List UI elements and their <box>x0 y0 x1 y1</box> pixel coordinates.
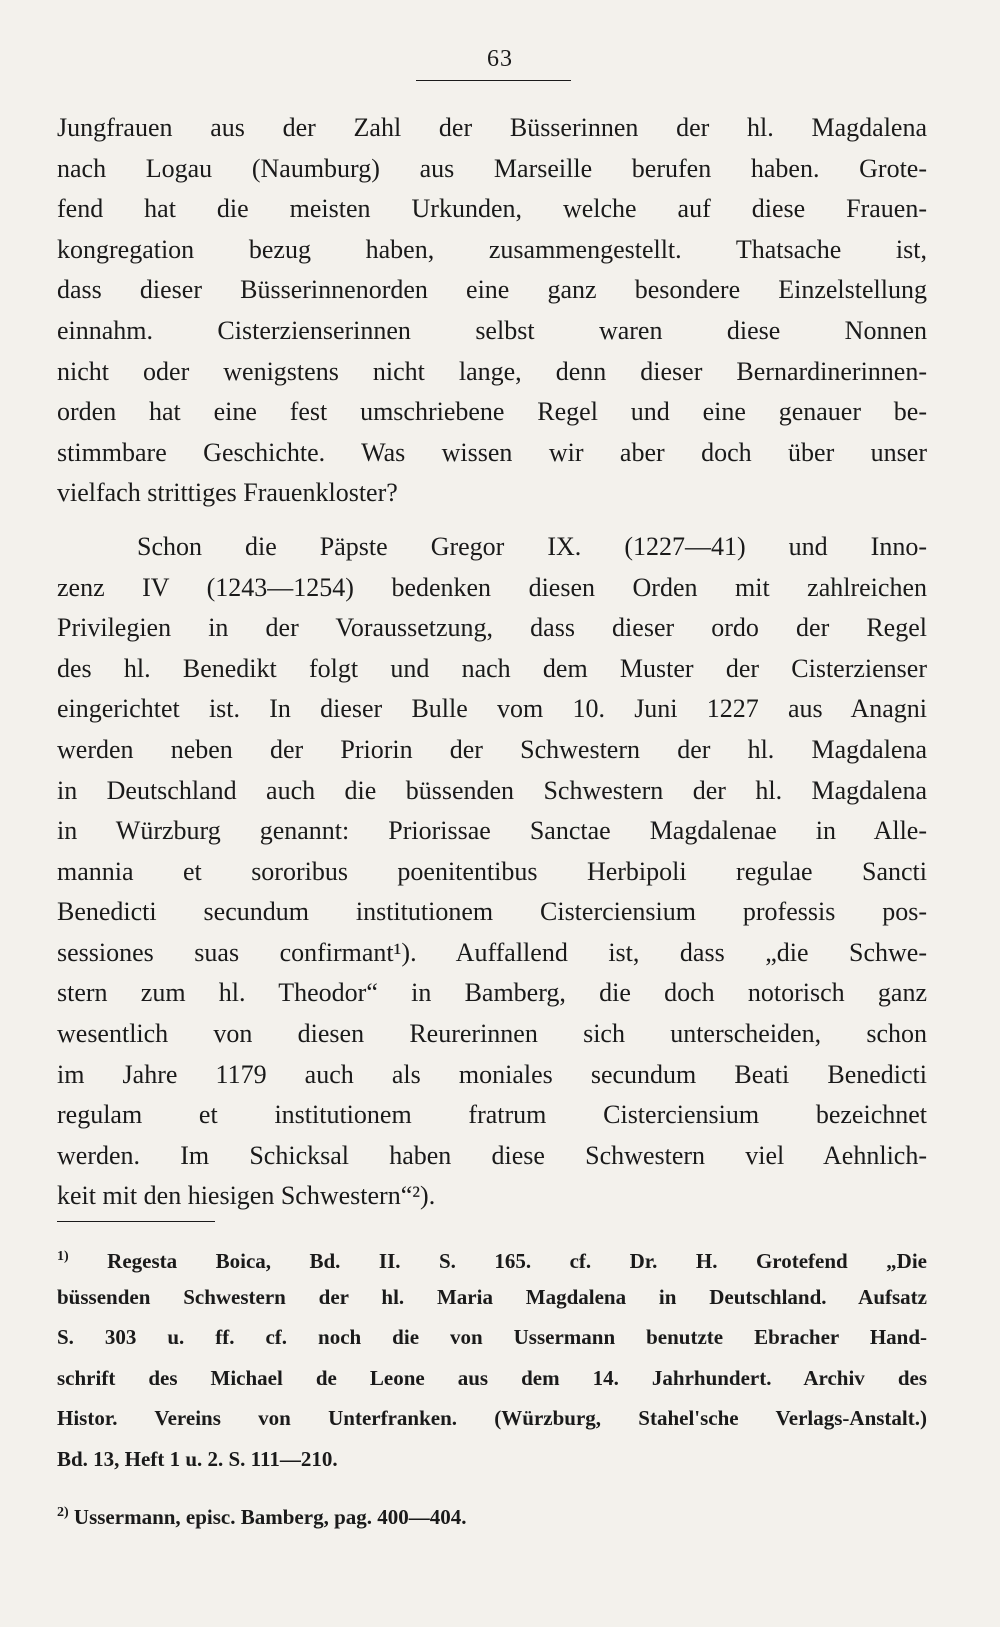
footnote-line <box>57 1240 927 1281</box>
main-text <box>57 108 927 1217</box>
footnote-2 <box>57 1496 927 1537</box>
text-line: einnahm. Cisterzienserinnen selbst waren diese Nonnen <box>57 315 927 345</box>
footnote-line <box>57 1496 927 1537</box>
text-line: mannia et sororibus poenitentibus Herbipoli regulae Sancti <box>57 856 927 886</box>
text-line: wesentlich von diesen Reurerinnen sich unterscheiden, schon <box>57 1019 927 1049</box>
footnote-rule <box>57 1221 215 1222</box>
text-line: stern zum hl. Theodor“ in Bamberg, die doch notorisch ganz <box>57 978 927 1008</box>
footnotes <box>57 1240 927 1536</box>
footnote-line: Histor. Vereins von Unterfranken. (Würzburg, Stahel'sche Verlags-Anstalt.) <box>57 1406 927 1431</box>
text-line: regulam et institutionem fratrum Cisterciensium bezeichnet <box>57 1100 927 1130</box>
text-line: stimmbare Geschichte. Was wissen wir aber doch über unser <box>57 437 927 467</box>
text-line: Schon die Päpste Gregor IX. (1227—41) und Inno- <box>137 531 927 561</box>
text-line: in Deutschland auch die büssenden Schwestern der hl. Magdalena <box>57 775 927 805</box>
text-line: werden. Im Schicksal haben diese Schwestern viel Aehnlich- <box>57 1140 927 1170</box>
footnote-1 <box>57 1240 927 1484</box>
footnote-line: Bd. 13, Heft 1 u. 2. S. 111—210. <box>57 1446 338 1471</box>
footnote-text: Regesta Boica, Bd. II. S. 165. cf. Dr. H. Grotefend „Die <box>107 1249 928 1273</box>
text-line: im Jahre 1179 auch als moniales secundum Beati Benedicti <box>57 1059 927 1089</box>
footnote-marker: 1) <box>57 1249 69 1264</box>
paragraph-gap <box>57 514 927 527</box>
header-rule <box>416 80 571 81</box>
text-line: nach Logau (Naumburg) aus Marseille berufen haben. Grote- <box>57 153 927 183</box>
text-line: Privilegien in der Voraussetzung, dass dieser ordo der Regel <box>57 613 927 643</box>
text-line: des hl. Benedikt folgt und nach dem Muster der Cisterzienser <box>57 653 927 683</box>
text-line: eingerichtet ist. In dieser Bulle vom 10. Juni 1227 aus Anagni <box>57 694 927 724</box>
text-line: nicht oder wenigstens nicht lange, denn dieser Bernardinerinnen- <box>57 356 927 386</box>
text-line: keit mit den hiesigen Schwestern“²). <box>57 1181 436 1211</box>
text-line: vielfach strittiges Frauenkloster? <box>57 478 398 508</box>
text-line: sessiones suas confirmant¹). Auffallend ist, dass „die Schwe- <box>57 937 927 967</box>
text-line: Jungfrauen aus der Zahl der Büsserinnen der hl. Magdalena <box>57 113 927 142</box>
footnote-marker: 2) <box>57 1504 69 1520</box>
text-line: orden hat eine fest umschriebene Regel und eine genauer be- <box>57 397 927 427</box>
text-line: fend hat die meisten Urkunden, welche auf diese Frauen- <box>57 194 927 224</box>
text-line: dass dieser Büsserinnenorden eine ganz besondere Einzelstellung <box>57 275 927 305</box>
page-number: 63 <box>487 46 513 72</box>
text-line: Benedicti secundum institutionem Cisterciensium professis pos- <box>57 897 927 927</box>
footnote-line: S. 303 u. ff. cf. noch die von Ussermann benutzte Ebracher Hand- <box>57 1325 927 1350</box>
footnote-line: schrift des Michael de Leone aus dem 14. Jahrhundert. Archiv des <box>57 1365 927 1390</box>
text-line: werden neben der Priorin der Schwestern der hl. Magdalena <box>57 734 927 764</box>
text-line: kongregation bezug haben, zusammengestellt. Thatsache ist, <box>57 234 927 264</box>
footnote-line: büssenden Schwestern der hl. Maria Magdalena in Deutschland. Aufsatz <box>57 1284 927 1309</box>
text-line: in Würzburg genannt: Priorissae Sanctae Magdalenae in Alle- <box>57 816 927 846</box>
footnote-text: Ussermann, episc. Bamberg, pag. 400—404. <box>73 1504 467 1529</box>
text-line: zenz IV (1243—1254) bedenken diesen Orden mit zahlreichen <box>57 572 927 602</box>
